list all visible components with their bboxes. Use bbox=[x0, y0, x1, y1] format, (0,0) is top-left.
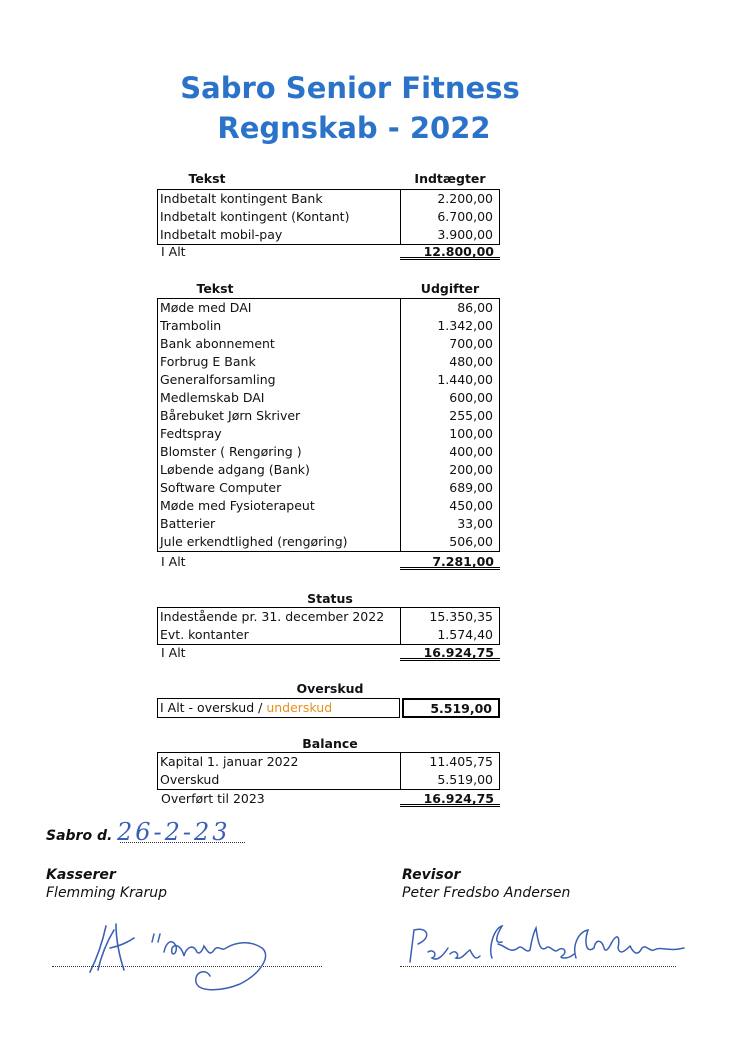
row-label: Løbende adgang (Bank) bbox=[158, 461, 401, 479]
table-row bbox=[158, 335, 499, 353]
table-row bbox=[158, 407, 499, 425]
row-amount: 506,00 bbox=[449, 534, 493, 549]
row-label: Indestående pr. 31. december 2022 bbox=[158, 608, 401, 626]
income-total: 12.800,00 bbox=[400, 243, 500, 260]
table-row bbox=[158, 479, 499, 497]
row-label: Indbetalt kontingent Bank bbox=[158, 190, 401, 208]
total-label: Overført til 2023 bbox=[161, 791, 265, 806]
row-label: Trambolin bbox=[158, 317, 401, 335]
status-total: 16.924,75 bbox=[400, 644, 500, 661]
row-amount: 400,00 bbox=[449, 444, 493, 459]
kasserer-role: Kasserer bbox=[46, 867, 116, 883]
row-label: Software Computer bbox=[158, 479, 401, 497]
overskud-amount: 5.519,00 bbox=[402, 698, 500, 718]
kasserer-name: Flemming Krarup bbox=[46, 885, 167, 901]
row-amount: 11.405,75 bbox=[429, 754, 493, 769]
row-amount: 600,00 bbox=[449, 390, 493, 405]
overskud-label-main: I Alt - overskud / bbox=[160, 700, 267, 715]
income-col-amount-header: Indtægter bbox=[414, 171, 486, 186]
row-label: Indbetalt mobil-pay bbox=[158, 226, 401, 244]
expenses-col-text-header: Tekst bbox=[196, 281, 234, 296]
row-amount: 5.519,00 bbox=[437, 772, 493, 787]
row-amount: 1.440,00 bbox=[437, 372, 493, 387]
table-row bbox=[158, 771, 499, 789]
row-label: Generalforsamling bbox=[158, 371, 401, 389]
balance-total-row bbox=[157, 790, 500, 807]
row-label: Overskud bbox=[158, 771, 401, 789]
row-label: Bårebuket Jørn Skriver bbox=[158, 407, 401, 425]
table-row bbox=[158, 371, 499, 389]
income-total-row bbox=[157, 243, 500, 260]
table-row bbox=[158, 190, 499, 208]
table-row bbox=[158, 389, 499, 407]
row-amount: 450,00 bbox=[449, 498, 493, 513]
table-row bbox=[158, 497, 499, 515]
expenses-total: 7.281,00 bbox=[400, 553, 500, 570]
income-table bbox=[157, 189, 500, 245]
table-row bbox=[158, 208, 499, 226]
balance-table bbox=[157, 752, 500, 790]
table-row bbox=[158, 461, 499, 479]
table-row bbox=[158, 425, 499, 443]
balance-heading: Balance bbox=[302, 736, 358, 751]
underskud-label: underskud bbox=[266, 700, 333, 715]
row-amount: 200,00 bbox=[449, 462, 493, 477]
table-row bbox=[158, 626, 499, 644]
handwritten-date bbox=[115, 814, 265, 848]
row-amount: 15.350,35 bbox=[429, 609, 493, 624]
row-amount: 255,00 bbox=[449, 408, 493, 423]
table-row bbox=[158, 753, 499, 771]
expenses-total-row bbox=[157, 553, 500, 570]
total-label: I Alt bbox=[161, 554, 186, 569]
row-label: Møde med Fysioterapeut bbox=[158, 497, 401, 515]
table-row bbox=[158, 515, 499, 533]
row-label: Forbrug E Bank bbox=[158, 353, 401, 371]
row-label: Batterier bbox=[158, 515, 401, 533]
balance-total: 16.924,75 bbox=[400, 790, 500, 807]
row-amount: 1.342,00 bbox=[437, 318, 493, 333]
table-row bbox=[158, 317, 499, 335]
document-subtitle: Regnskab - 2022 bbox=[217, 111, 491, 145]
row-label: Jule erkendtlighed (rengøring) bbox=[158, 533, 401, 551]
table-row bbox=[158, 226, 499, 244]
table-row bbox=[158, 533, 499, 551]
handwritten-date-text: 26-2-23 bbox=[117, 818, 231, 846]
table-row bbox=[158, 299, 499, 317]
expenses-table bbox=[157, 298, 500, 552]
row-label: Indbetalt kontingent (Kontant) bbox=[158, 208, 401, 226]
document-title: Sabro Senior Fitness bbox=[180, 71, 520, 105]
total-label: I Alt bbox=[161, 244, 186, 259]
overskud-row bbox=[157, 698, 500, 718]
row-amount: 700,00 bbox=[449, 336, 493, 351]
income-col-text-header: Tekst bbox=[188, 171, 226, 186]
overskud-label bbox=[157, 698, 400, 718]
table-row bbox=[158, 443, 499, 461]
status-total-row bbox=[157, 644, 500, 661]
overskud-heading: Overskud bbox=[296, 681, 364, 696]
place-label: Sabro d. bbox=[46, 828, 113, 844]
row-amount: 86,00 bbox=[457, 300, 493, 315]
table-row bbox=[158, 353, 499, 371]
table-row bbox=[158, 608, 499, 626]
row-amount: 3.900,00 bbox=[437, 227, 493, 242]
row-amount: 480,00 bbox=[449, 354, 493, 369]
revisor-name: Peter Fredsbo Andersen bbox=[402, 885, 571, 901]
row-label: Møde med DAI bbox=[158, 299, 401, 317]
row-label: Evt. kontanter bbox=[158, 626, 401, 644]
row-amount: 6.700,00 bbox=[437, 209, 493, 224]
row-amount: 2.200,00 bbox=[437, 191, 493, 206]
row-label: Blomster ( Rengøring ) bbox=[158, 443, 401, 461]
expenses-col-amount-header: Udgifter bbox=[420, 281, 480, 296]
row-amount: 689,00 bbox=[449, 480, 493, 495]
revisor-role: Revisor bbox=[402, 867, 461, 883]
total-label: I Alt bbox=[161, 645, 186, 660]
row-amount: 100,00 bbox=[449, 426, 493, 441]
revisor-signature bbox=[398, 918, 698, 974]
status-table bbox=[157, 607, 500, 645]
row-label: Kapital 1. januar 2022 bbox=[158, 753, 401, 771]
status-heading: Status bbox=[307, 591, 353, 606]
row-amount: 1.574,40 bbox=[437, 627, 493, 642]
row-amount: 33,00 bbox=[457, 516, 493, 531]
row-label: Fedtspray bbox=[158, 425, 401, 443]
row-label: Medlemskab DAI bbox=[158, 389, 401, 407]
kasserer-signature bbox=[80, 912, 290, 1002]
row-label: Bank abonnement bbox=[158, 335, 401, 353]
